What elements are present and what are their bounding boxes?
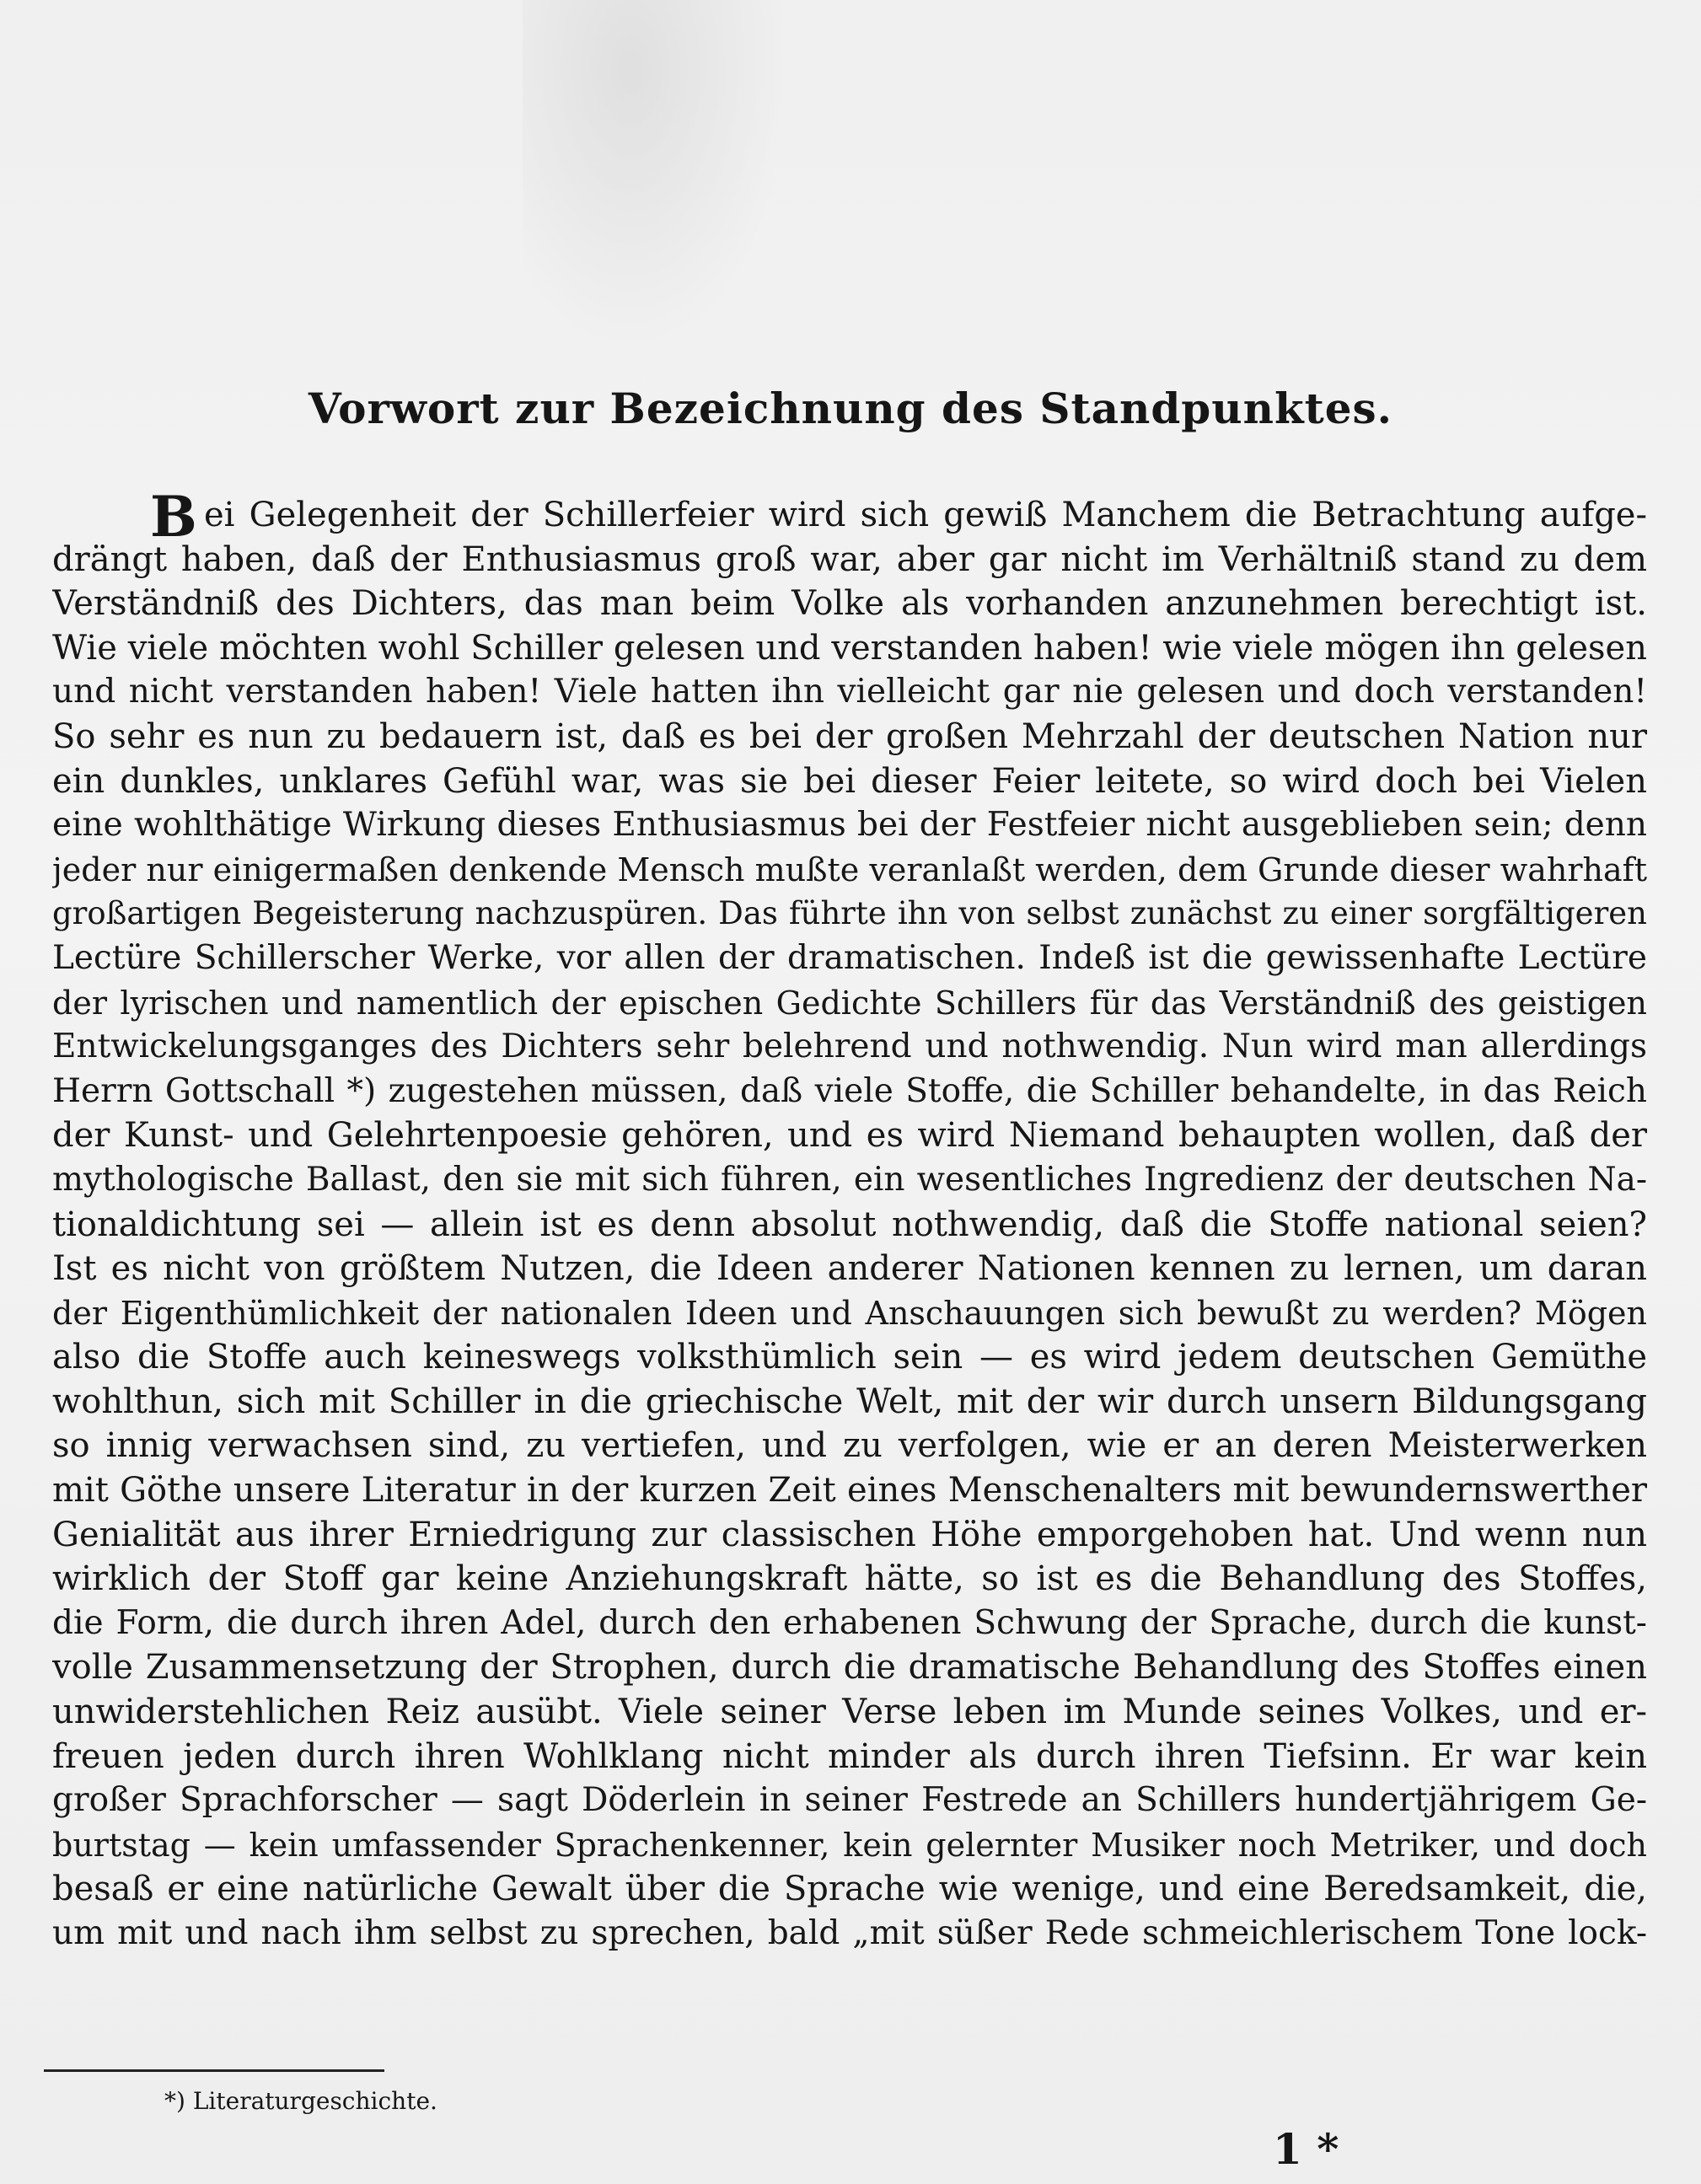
- text-line: großer Sprachforscher — sagt Döderlein in seiner Festrede an Schillers hundertjährigem Ge-: [52, 1781, 1647, 1820]
- page-title: Vorwort zur Bezeichnung des Standpunktes.: [308, 384, 1393, 433]
- text-line: besaß er eine natürliche Gewalt über die Sprache wie wenige, und eine Beredsamkeit, die,: [52, 1870, 1647, 1909]
- text-line: wirklich der Stoff gar keine Anziehungskraft hätte, so ist es die Behandlung des Stoffes,: [52, 1559, 1647, 1599]
- text-line: Herrn Gottschall *) zugestehen müssen, daß viele Stoffe, die Schiller behandelte, in das Reich: [52, 1071, 1647, 1110]
- text-line: mit Göthe unsere Literatur in der kurzen Zeit eines Menschenalters mit bewundernswerther: [52, 1471, 1647, 1511]
- text-line: Verständniß des Dichters, das man beim Volke als vorhanden anzunehmen berechtigt ist.: [52, 584, 1647, 624]
- text-line: ein dunkles, unklares Gefühl war, was sie bei dieser Feier leitete, so wird doch bei Vielen: [52, 761, 1647, 801]
- text-line: tionaldichtung sei — allein ist es denn absolut nothwendig, daß die Stoffe national seien?: [52, 1205, 1647, 1244]
- text-line: so innig verwachsen sind, zu vertiefen, und zu verfolgen, wie er an deren Meisterwerken: [52, 1426, 1647, 1466]
- text-line: die Form, die durch ihren Adel, durch den erhabenen Schwung der Sprache, durch die kunst-: [52, 1603, 1647, 1642]
- text-line: um mit und nach ihm selbst zu sprechen, bald „mit süßer Rede schmeichlerischem Tone lock-: [52, 1914, 1647, 1952]
- text-line: drängt haben, daß der Enthusiasmus groß war, aber gar nicht im Verhältniß stand zu dem: [52, 539, 1647, 579]
- text-line: unwiderstehlichen Reiz ausübt. Viele seiner Verse leben im Munde seines Volkes, und er-: [52, 1693, 1647, 1732]
- torn-paper-shading: [523, 0, 792, 354]
- page-number: 1 *: [1273, 2124, 1339, 2174]
- drop-cap: B: [150, 484, 197, 550]
- text-line: wohlthun, sich mit Schiller in die griechische Welt, mit der wir durch unsern Bildungsgang: [52, 1382, 1647, 1421]
- text-line: der lyrischen und namentlich der epischen Gedichte Schillers für das Verständniß des geistigen: [52, 984, 1647, 1022]
- footnote-rule: [44, 2069, 384, 2072]
- text-line: und nicht verstanden haben! Viele hatten ihn vielleicht gar nie gelesen und doch verstanden!: [52, 673, 1647, 711]
- text-line: Ist es nicht von größtem Nutzen, die Ideen anderer Nationen kennen zu lernen, um daran: [52, 1249, 1647, 1289]
- text-line: eine wohlthätige Wirkung dieses Enthusiasmus bei der Festfeier nicht ausgeblieben sein; denn: [52, 806, 1647, 845]
- text-line: der Eigenthümlichkeit der nationalen Ideen und Anschauungen sich bewußt zu werden? Mögen: [52, 1294, 1647, 1332]
- text-line: großartigen Begeisterung nachzuspüren. Das führte ihn von selbst zunächst zu einer sorgfältigeren: [52, 895, 1647, 932]
- text-line: freuen jeden durch ihren Wohlklang nicht minder als durch ihren Tiefsinn. Er war kein: [52, 1736, 1647, 1776]
- body-paragraph: [52, 493, 1647, 1956]
- footnote: *) Literaturgeschichte.: [164, 2087, 437, 2115]
- text-line: Wie viele möchten wohl Schiller gelesen und verstanden haben! wie viele mögen ihn gelesen: [52, 628, 1647, 668]
- text-line: Entwickelungsganges des Dichters sehr belehrend und nothwendig. Nun wird man allerdings: [52, 1028, 1647, 1066]
- text-line: burtstag — kein umfassender Sprachenkenner, kein gelernter Musiker noch Metriker, und doch: [52, 1826, 1647, 1864]
- text-line: Lectüre Schillerscher Werke, vor allen der dramatischen. Indeß ist die gewissenhafte Lectüre: [52, 938, 1647, 977]
- text-line: volle Zusammensetzung der Strophen, durch die dramatische Behandlung des Stoffes einen: [52, 1648, 1647, 1688]
- text-line: jeder nur einigermaßen denkende Mensch mußte veranlaßt werden, dem Grunde dieser wahrhaft: [52, 851, 1647, 888]
- text-line: mythologische Ballast, den sie mit sich führen, ein wesentliches Ingredienz der deutschen Na-: [52, 1160, 1647, 1199]
- text-line: ei Gelegenheit der Schillerfeier wird sich gewiß Manchem die Betrachtung aufge-: [204, 496, 1647, 534]
- text-line: der Kunst- und Gelehrtenpoesie gehören, und es wird Niemand behaupten wollen, daß der: [52, 1116, 1647, 1156]
- text-line: So sehr es nun zu bedauern ist, daß es bei der großen Mehrzahl der deutschen Nation nur: [52, 716, 1647, 756]
- text-line: Genialität aus ihrer Erniedrigung zur classischen Höhe emporgehoben hat. Und wenn nun: [52, 1515, 1647, 1554]
- text-line: also die Stoffe auch keineswegs volksthümlich sein — es wird jedem deutschen Gemüthe: [52, 1338, 1647, 1377]
